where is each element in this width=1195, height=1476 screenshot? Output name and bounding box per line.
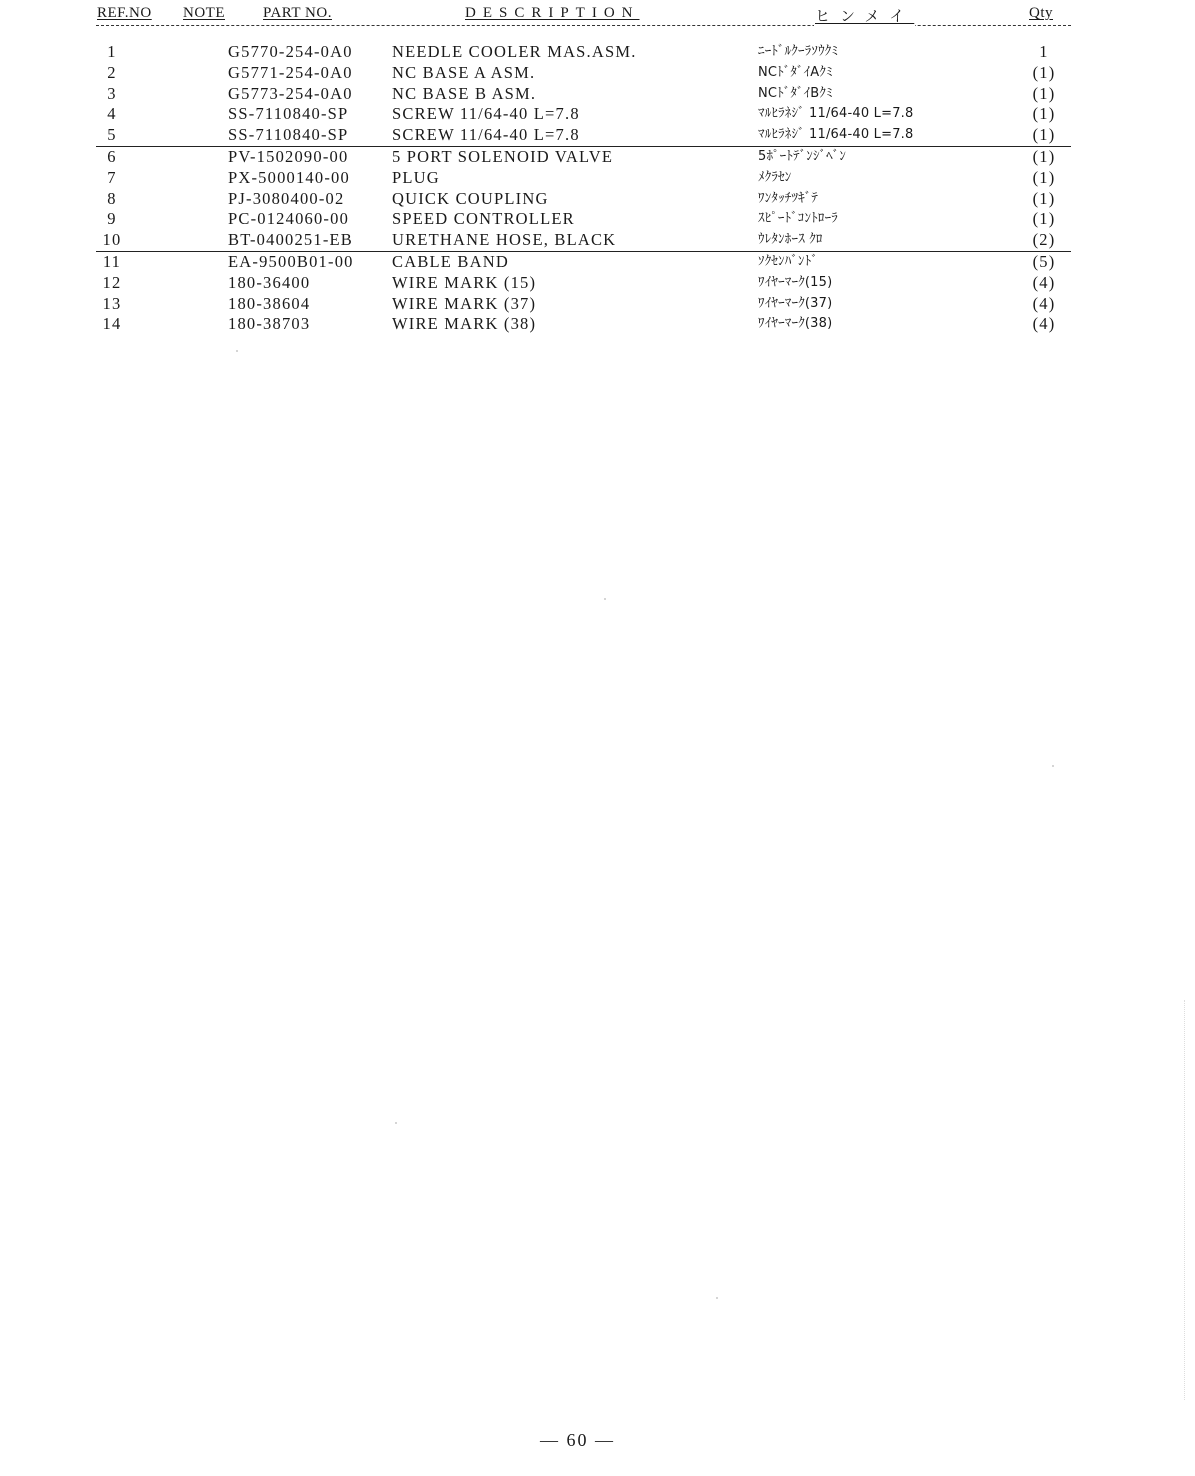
table-row [96, 294, 1071, 315]
qty-cell: (1) [1032, 209, 1056, 229]
table-row [96, 42, 1071, 63]
description-cell: PLUG [392, 167, 440, 187]
qty-cell: (5) [1032, 251, 1056, 271]
kana-name-cell: 5ﾎﾟｰﾄﾃﾞﾝｼﾞﾍﾞﾝ [758, 148, 847, 164]
description-cell: WIRE MARK (15) [392, 272, 537, 292]
description-cell: WIRE MARK (38) [392, 314, 537, 334]
kana-name-cell: ﾏﾙﾋﾗﾈｼﾞ 11/64-40 L=7.8 [758, 127, 914, 143]
qty-cell: (4) [1032, 293, 1056, 313]
part-number-cell: G5771-254-0A0 [228, 62, 353, 82]
part-number-cell: PX-5000140-00 [228, 167, 350, 187]
part-number-cell: G5770-254-0A0 [228, 42, 353, 61]
table-row [96, 209, 1071, 230]
description-cell: URETHANE HOSE, BLACK [392, 230, 617, 250]
qty-cell: (2) [1032, 230, 1056, 250]
ref-cell: 11 [102, 251, 122, 271]
kana-name-cell: ﾜﾝﾀｯﾁﾂｷﾞﾃ [758, 190, 819, 206]
scan-speck [716, 1297, 718, 1299]
scan-speck [236, 350, 238, 352]
scan-speck [1052, 765, 1054, 767]
kana-name-cell: ｳﾚﾀﾝﾎｰｽ ｸﾛ [758, 232, 823, 248]
ref-cell: 1 [107, 42, 117, 61]
qty-cell: (1) [1032, 188, 1056, 208]
description-cell: NC BASE A ASM. [392, 62, 536, 82]
ref-cell: 9 [107, 209, 117, 229]
ref-cell: 7 [107, 167, 117, 187]
ref-cell: 12 [102, 272, 122, 292]
table-row [96, 84, 1071, 105]
table-row [96, 63, 1071, 84]
header-note: NOTE [183, 5, 225, 21]
scan-speck [395, 1122, 397, 1124]
table-row [96, 168, 1071, 189]
qty-cell: (1) [1032, 125, 1056, 145]
ref-cell: 6 [107, 146, 117, 166]
kana-name-cell: ﾜｲﾔｰﾏｰｸ(38) [758, 316, 833, 332]
table-row [96, 230, 1071, 251]
ref-cell: 4 [107, 104, 117, 124]
kana-name-cell: NCﾄﾞﾀﾞｲAｸﾐ [758, 64, 833, 80]
header-part-no: PART NO. [263, 5, 332, 21]
kana-name-cell: ｽﾋﾟｰﾄﾞｺﾝﾄﾛｰﾗ [758, 211, 838, 227]
kana-name-cell: ﾒｸﾗｾﾝ [758, 169, 792, 185]
scan-speck [604, 598, 606, 600]
qty-cell: (1) [1032, 104, 1056, 124]
description-cell: QUICK COUPLING [392, 188, 549, 208]
ref-cell: 10 [102, 230, 122, 250]
table-row [96, 251, 1071, 273]
kana-name-cell: ﾜｲﾔｰﾏｰｸ(37) [758, 295, 833, 311]
header-dashed-rule [96, 25, 1071, 26]
part-number-cell: 180-38703 [228, 314, 311, 334]
ref-cell: 13 [102, 293, 122, 313]
table-header [96, 5, 1071, 29]
part-number-cell: EA-9500B01-00 [228, 251, 354, 271]
header-kana-name: ヒンメイ [814, 5, 915, 26]
qty-cell: (4) [1032, 272, 1056, 292]
page-number: — 60 — [540, 1430, 615, 1450]
qty-cell: (1) [1032, 167, 1056, 187]
ref-cell: 5 [107, 125, 117, 145]
qty-cell: (1) [1032, 146, 1056, 166]
table-row [96, 314, 1071, 335]
part-number-cell: SS-7110840-SP [228, 104, 349, 124]
ref-cell: 3 [107, 83, 117, 103]
description-cell: SCREW 11/64-40 L=7.8 [392, 104, 580, 124]
part-number-cell: PC-0124060-00 [228, 209, 350, 229]
table-row [96, 189, 1071, 210]
kana-name-cell: ﾜｲﾔｰﾏｰｸ(15) [758, 274, 833, 290]
kana-name-cell: ﾏﾙﾋﾗﾈｼﾞ 11/64-40 L=7.8 [758, 106, 914, 122]
qty-cell: (1) [1032, 83, 1056, 103]
ref-cell: 8 [107, 188, 117, 208]
part-number-cell: 180-38604 [228, 293, 311, 313]
description-cell: 5 PORT SOLENOID VALVE [392, 146, 614, 166]
kana-name-cell: ﾆｰﾄﾞﾙｸｰﾗｿｳｸﾐ [758, 44, 839, 59]
table-row [96, 273, 1071, 294]
part-number-cell: 180-36400 [228, 272, 311, 292]
description-cell: CABLE BAND [392, 251, 509, 271]
qty-cell: (4) [1032, 314, 1056, 334]
qty-cell: 1 [1039, 42, 1049, 61]
table-row [96, 146, 1071, 168]
description-cell: SPEED CONTROLLER [392, 209, 575, 229]
ref-cell: 14 [102, 314, 122, 334]
header-ref-no: REF.NO [97, 5, 152, 21]
part-number-cell: PJ-3080400-02 [228, 188, 345, 208]
parts-table-body [96, 42, 1071, 335]
ref-cell: 2 [107, 62, 117, 82]
table-row [96, 104, 1071, 125]
header-description: DESCRIPTION [465, 5, 640, 21]
description-cell: NC BASE B ASM. [392, 83, 537, 103]
description-cell: WIRE MARK (37) [392, 293, 537, 313]
qty-cell: (1) [1032, 62, 1056, 82]
part-number-cell: SS-7110840-SP [228, 125, 349, 145]
part-number-cell: PV-1502090-00 [228, 146, 349, 166]
description-cell: NEEDLE COOLER MAS.ASM. [392, 42, 637, 61]
part-number-cell: BT-0400251-EB [228, 230, 353, 250]
kana-name-cell: NCﾄﾞﾀﾞｲBｸﾐ [758, 85, 833, 101]
kana-name-cell: ｿｸｾﾝﾊﾞﾝﾄﾞ [758, 253, 818, 269]
header-qty: Qty [1029, 5, 1053, 21]
part-number-cell: G5773-254-0A0 [228, 83, 353, 103]
table-row [96, 125, 1071, 146]
scan-edge-mark [1184, 1000, 1185, 1400]
description-cell: SCREW 11/64-40 L=7.8 [392, 125, 580, 145]
